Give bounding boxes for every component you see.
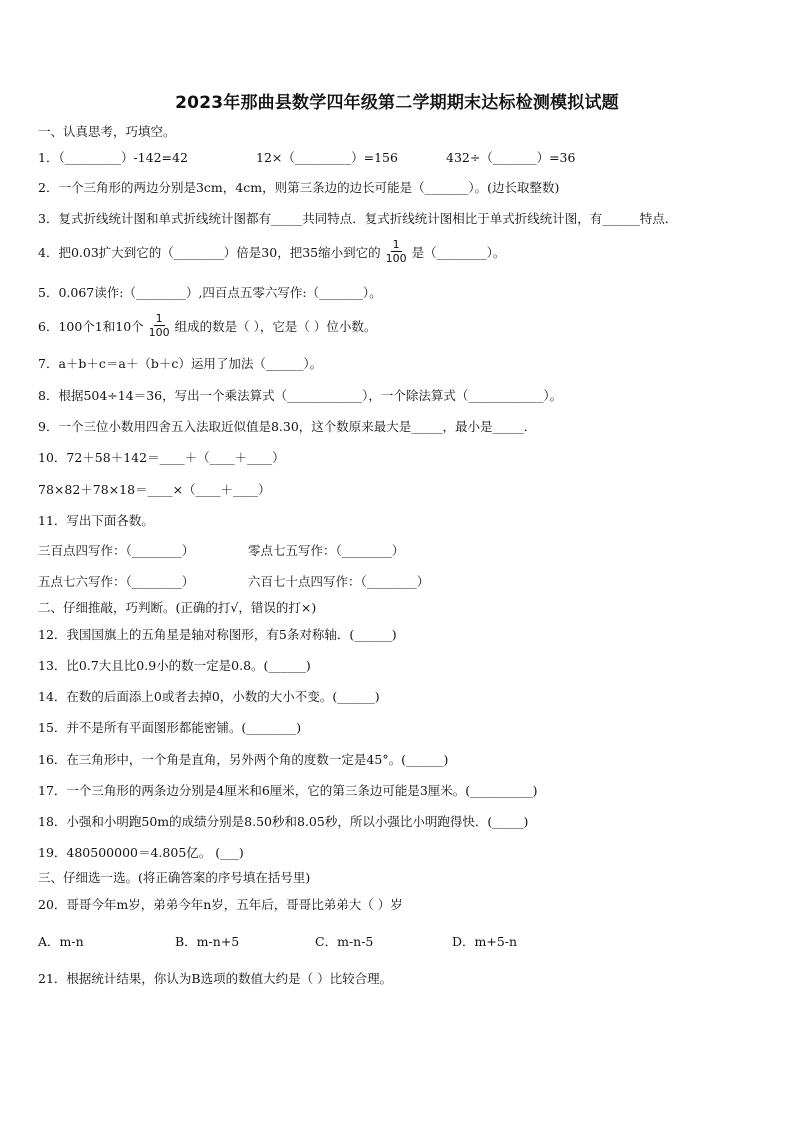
question-1-part-c: 432÷（_______）=36 xyxy=(446,150,576,165)
fraction-numerator: 1 xyxy=(392,238,400,251)
question-5: 5．0.067读作:（________）,四百点五零六写作:（_______）。 xyxy=(38,285,382,300)
question-3: 3．复式折线统计图和单式折线统计图都有_____共同特点．复式折线统计图相比于单式折线统计图，有______特点． xyxy=(38,211,678,226)
question-17: 17．一个三角形的两条边分别是4厘米和6厘米，它的第三条边可能是3厘米。(__________) xyxy=(38,783,538,798)
question-11-item-4: 六百七十点四写作：（________） xyxy=(248,574,430,589)
question-11-row-2 xyxy=(38,572,429,590)
fraction-denominator: 100 xyxy=(148,326,170,339)
question-19: 19．480500000＝4.805亿。 (___) xyxy=(38,845,244,860)
fraction-one-hundredth xyxy=(147,312,172,339)
question-10-line-2: 78×82＋78×18＝____×（____＋____） xyxy=(38,482,271,497)
question-11: 11．写出下面各数。 xyxy=(38,513,154,528)
option-b: B．m-n+5 xyxy=(175,934,240,949)
question-15: 15．并不是所有平面图形都能密铺。(________) xyxy=(38,720,302,735)
question-1-part-a: 1．（_________）-142=42 xyxy=(38,150,188,165)
question-6-text-after: 组成的数是（ ），它是（ ）位小数。 xyxy=(174,318,377,334)
option-a: A．m-n xyxy=(38,934,84,949)
question-16: 16．在三角形中，一个角是直角，另外两个角的度数一定是45°。(______) xyxy=(38,752,449,767)
question-1-part-b: 12×（_________）=156 xyxy=(256,150,398,165)
question-4-text-after: 是（________）。 xyxy=(411,244,506,260)
question-21: 21．根据统计结果，你认为B选项的数值大约是（ ）比较合理。 xyxy=(38,971,393,986)
question-12: 12．我国国旗上的五角星是轴对称图形，有5条对称轴．(______) xyxy=(38,627,397,642)
question-1 xyxy=(38,148,575,166)
question-20-options xyxy=(38,932,517,950)
fraction-one-hundredth xyxy=(384,238,409,265)
section-heading-fill-in: 一、认真思考，巧填空。 xyxy=(38,124,176,139)
fraction-numerator: 1 xyxy=(155,312,163,325)
page-title: 2023年那曲县数学四年级第二学期期末达标检测模拟试题 xyxy=(175,93,619,113)
question-7: 7．a＋b＋c＝a＋（b＋c）运用了加法（______）。 xyxy=(38,356,323,371)
question-20: 20．哥哥今年m岁，弟弟今年n岁，五年后，哥哥比弟弟大（ ）岁 xyxy=(38,897,403,912)
question-8: 8．根据504÷14＝36，写出一个乘法算式（____________），一个除法算式（____________）。 xyxy=(38,388,563,403)
section-heading-judge: 二、仔细推敲，巧判断。(正确的打√，错误的打×) xyxy=(38,600,317,615)
question-11-item-1: 三百点四写作：（________） xyxy=(38,543,195,558)
fraction-denominator: 100 xyxy=(385,252,407,265)
option-d: D．m+5-n xyxy=(452,934,518,949)
question-4 xyxy=(38,238,505,265)
question-10-line-1: 10．72＋58＋142＝____＋（____＋____） xyxy=(38,450,285,465)
question-11-item-3: 五点七六写作：（________） xyxy=(38,574,195,589)
question-6 xyxy=(38,312,376,339)
section-heading-choose: 三、仔细选一选。(将正确答案的序号填在括号里) xyxy=(38,870,311,885)
question-9: 9．一个三位小数用四舍五入法取近似值是8.30，这个数原来最大是_____，最小是_____． xyxy=(38,419,537,434)
question-13: 13．比0.7大且比0.9小的数一定是0.8。(______) xyxy=(38,658,311,673)
question-11-row-1 xyxy=(38,541,404,559)
question-4-text-before: 4．把0.03扩大到它的（________）倍是30，把35缩小到它的 xyxy=(38,244,381,260)
question-11-item-2: 零点七五写作：（________） xyxy=(248,543,405,558)
question-14: 14．在数的后面添上0或者去掉0，小数的大小不变。(______) xyxy=(38,689,380,704)
question-6-text-before: 6．100个1和10个 xyxy=(38,318,144,334)
question-2: 2．一个三角形的两边分别是3cm，4cm，则第三条边的边长可能是（_______）。(边长取整数) xyxy=(38,180,560,195)
option-c: C．m-n-5 xyxy=(315,934,374,949)
question-18: 18．小强和小明跑50m的成绩分别是8.50秒和8.05秒，所以小强比小明跑得快．(_____) xyxy=(38,814,529,829)
